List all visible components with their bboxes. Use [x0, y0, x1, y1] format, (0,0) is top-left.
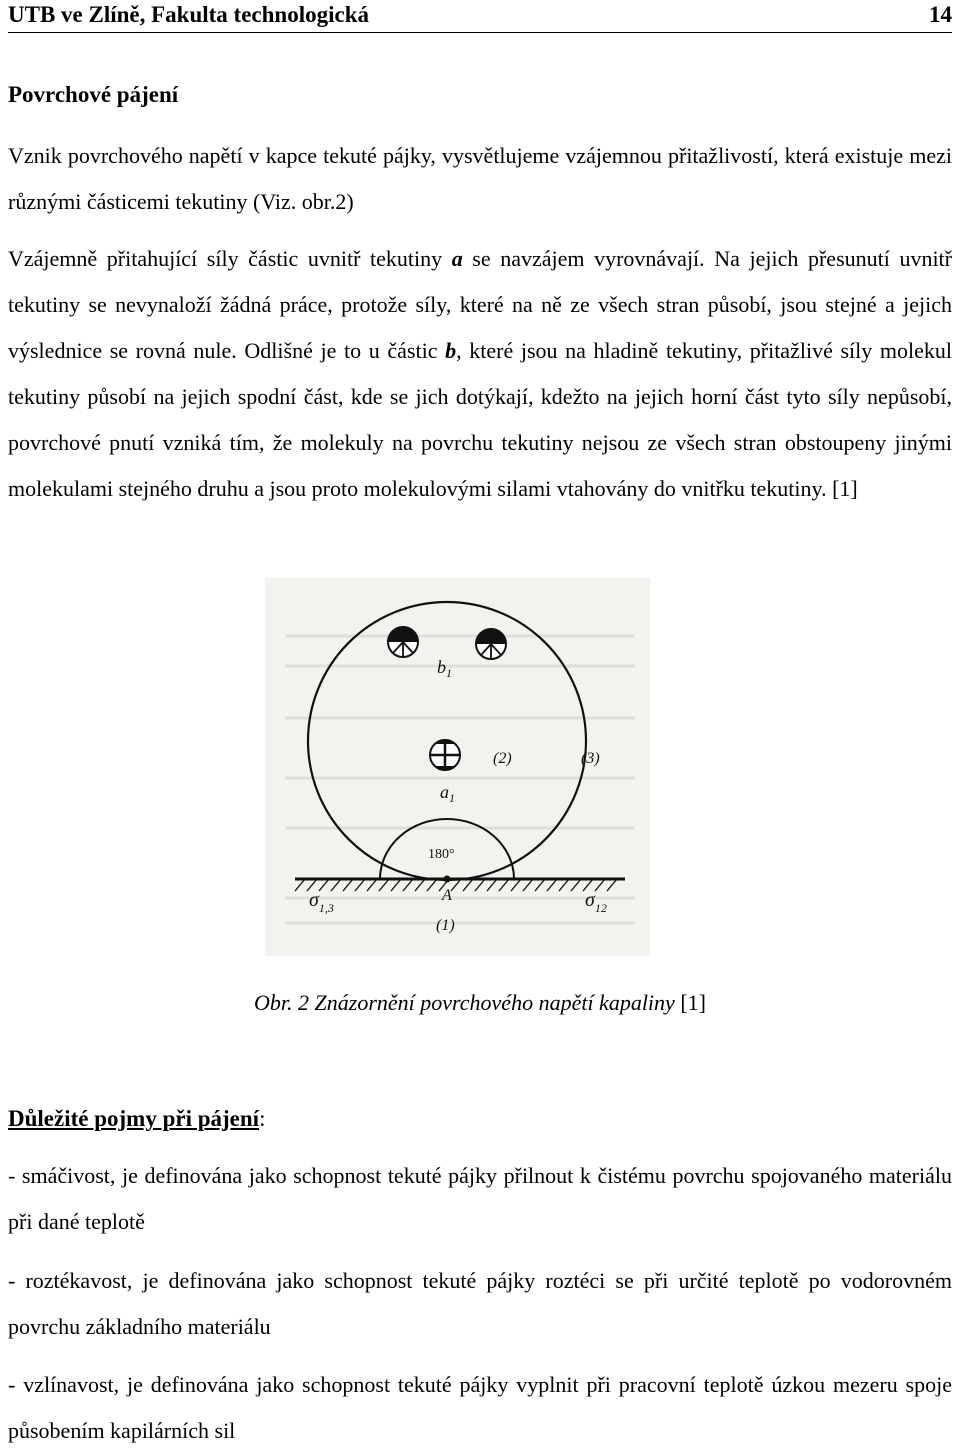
- label-sigma-left-sub: 1,3: [318, 901, 334, 915]
- label-b-sub: 1: [446, 666, 452, 680]
- svg-text:σ1,3: [309, 889, 334, 915]
- section-title-key-concepts: [8, 1106, 265, 1132]
- definition-spreadability: - roztékavost, je definována jako schopnost tekuté pájky roztéci se při určité teplotě po vodorovném povrchu základního materiálu: [8, 1268, 952, 1339]
- var-b: b: [445, 338, 457, 363]
- svg-text:b1: [437, 657, 452, 680]
- key-concepts-colon: :: [259, 1106, 266, 1131]
- paragraph-surface-tension-intro: Vznik povrchového napětí v kapce tekuté pájky, vysvětlujeme vzájemnou přitažlivostí, která existuje mezi různými částicemi tekutiny (Viz. obr.2): [8, 143, 952, 214]
- para-text-2: se navzájem vyrovnávají. Na jejich přesunutí uvnitř tekutiny se nevynaloží žádná práce, protože síly, které na ně ze všech stran působí, jsou stejné a jejich výslednice se rovná nule. Odlišné je to u částic: [8, 246, 952, 363]
- caption-reference: [1]: [674, 990, 706, 1015]
- label-sigma-right: σ: [585, 889, 595, 911]
- label-3: (3): [581, 750, 600, 767]
- particle-b1-right: [476, 629, 506, 659]
- contact-point-a: [444, 876, 451, 883]
- para-text-1: Vzájemně přitahující síly částic uvnitř tekutiny: [8, 246, 452, 271]
- header-institution: UTB ve Zlíně, Fakulta technologická: [8, 2, 369, 27]
- label-2: (2): [493, 750, 512, 767]
- definition-wettability: - smáčivost, je definována jako schopnost tekuté pájky přilnout k čistému povrchu spojovaného materiálu při dané teplotě: [8, 1163, 952, 1234]
- label-sigma-left: σ: [309, 889, 319, 911]
- label-A: A: [442, 887, 452, 904]
- figure-surface-tension: [265, 578, 650, 956]
- particle-b1-left: [388, 627, 418, 657]
- page-header: [8, 0, 952, 33]
- particle-a1: [430, 739, 460, 771]
- key-concepts-title: Důležité pojmy při pájení: [8, 1106, 260, 1131]
- para-text-3: , které jsou na hladině tekutiny, přitažlivé síly molekul tekutiny působí na jejich spodní část, kde se jich dotýkají, kdežto na jejich horní část tyto síly nepůsobí, povrchové pnutí vzniká tím, že molekuly na povrchu tekutiny nejsou ze všech stran obstoupeny jinými molekulami stejného druhu a jsou proto molekulovými silami vtahovány do vnitřku tekutiny. [1]: [8, 338, 952, 501]
- paragraph-particle-forces: [8, 236, 952, 512]
- label-a-sub: 1: [449, 791, 455, 805]
- section-title-surface-soldering: Povrchové pájení: [8, 82, 179, 107]
- label-b: b: [437, 657, 446, 677]
- var-a: a: [451, 246, 463, 271]
- definition-capillarity: - vzlínavost, je definována jako schopnost tekuté pájky vyplnit při pracovní teplotě úzkou mezeru spoje působením kapilárních sil: [8, 1372, 952, 1443]
- diagram-labels: [309, 657, 607, 934]
- label-1: (1): [436, 917, 455, 934]
- header-page-number: 14: [929, 2, 952, 27]
- label-sigma-right-sub: 12: [594, 901, 607, 915]
- figure-caption: [0, 990, 960, 1016]
- label-angle: 180°: [428, 847, 455, 862]
- surface-tension-diagram: [265, 578, 650, 956]
- label-a: a: [440, 782, 449, 802]
- svg-text:σ12: [585, 889, 607, 915]
- svg-text:a1: [440, 782, 455, 805]
- caption-text: Obr. 2 Znázornění povrchového napětí kapaliny: [254, 990, 675, 1015]
